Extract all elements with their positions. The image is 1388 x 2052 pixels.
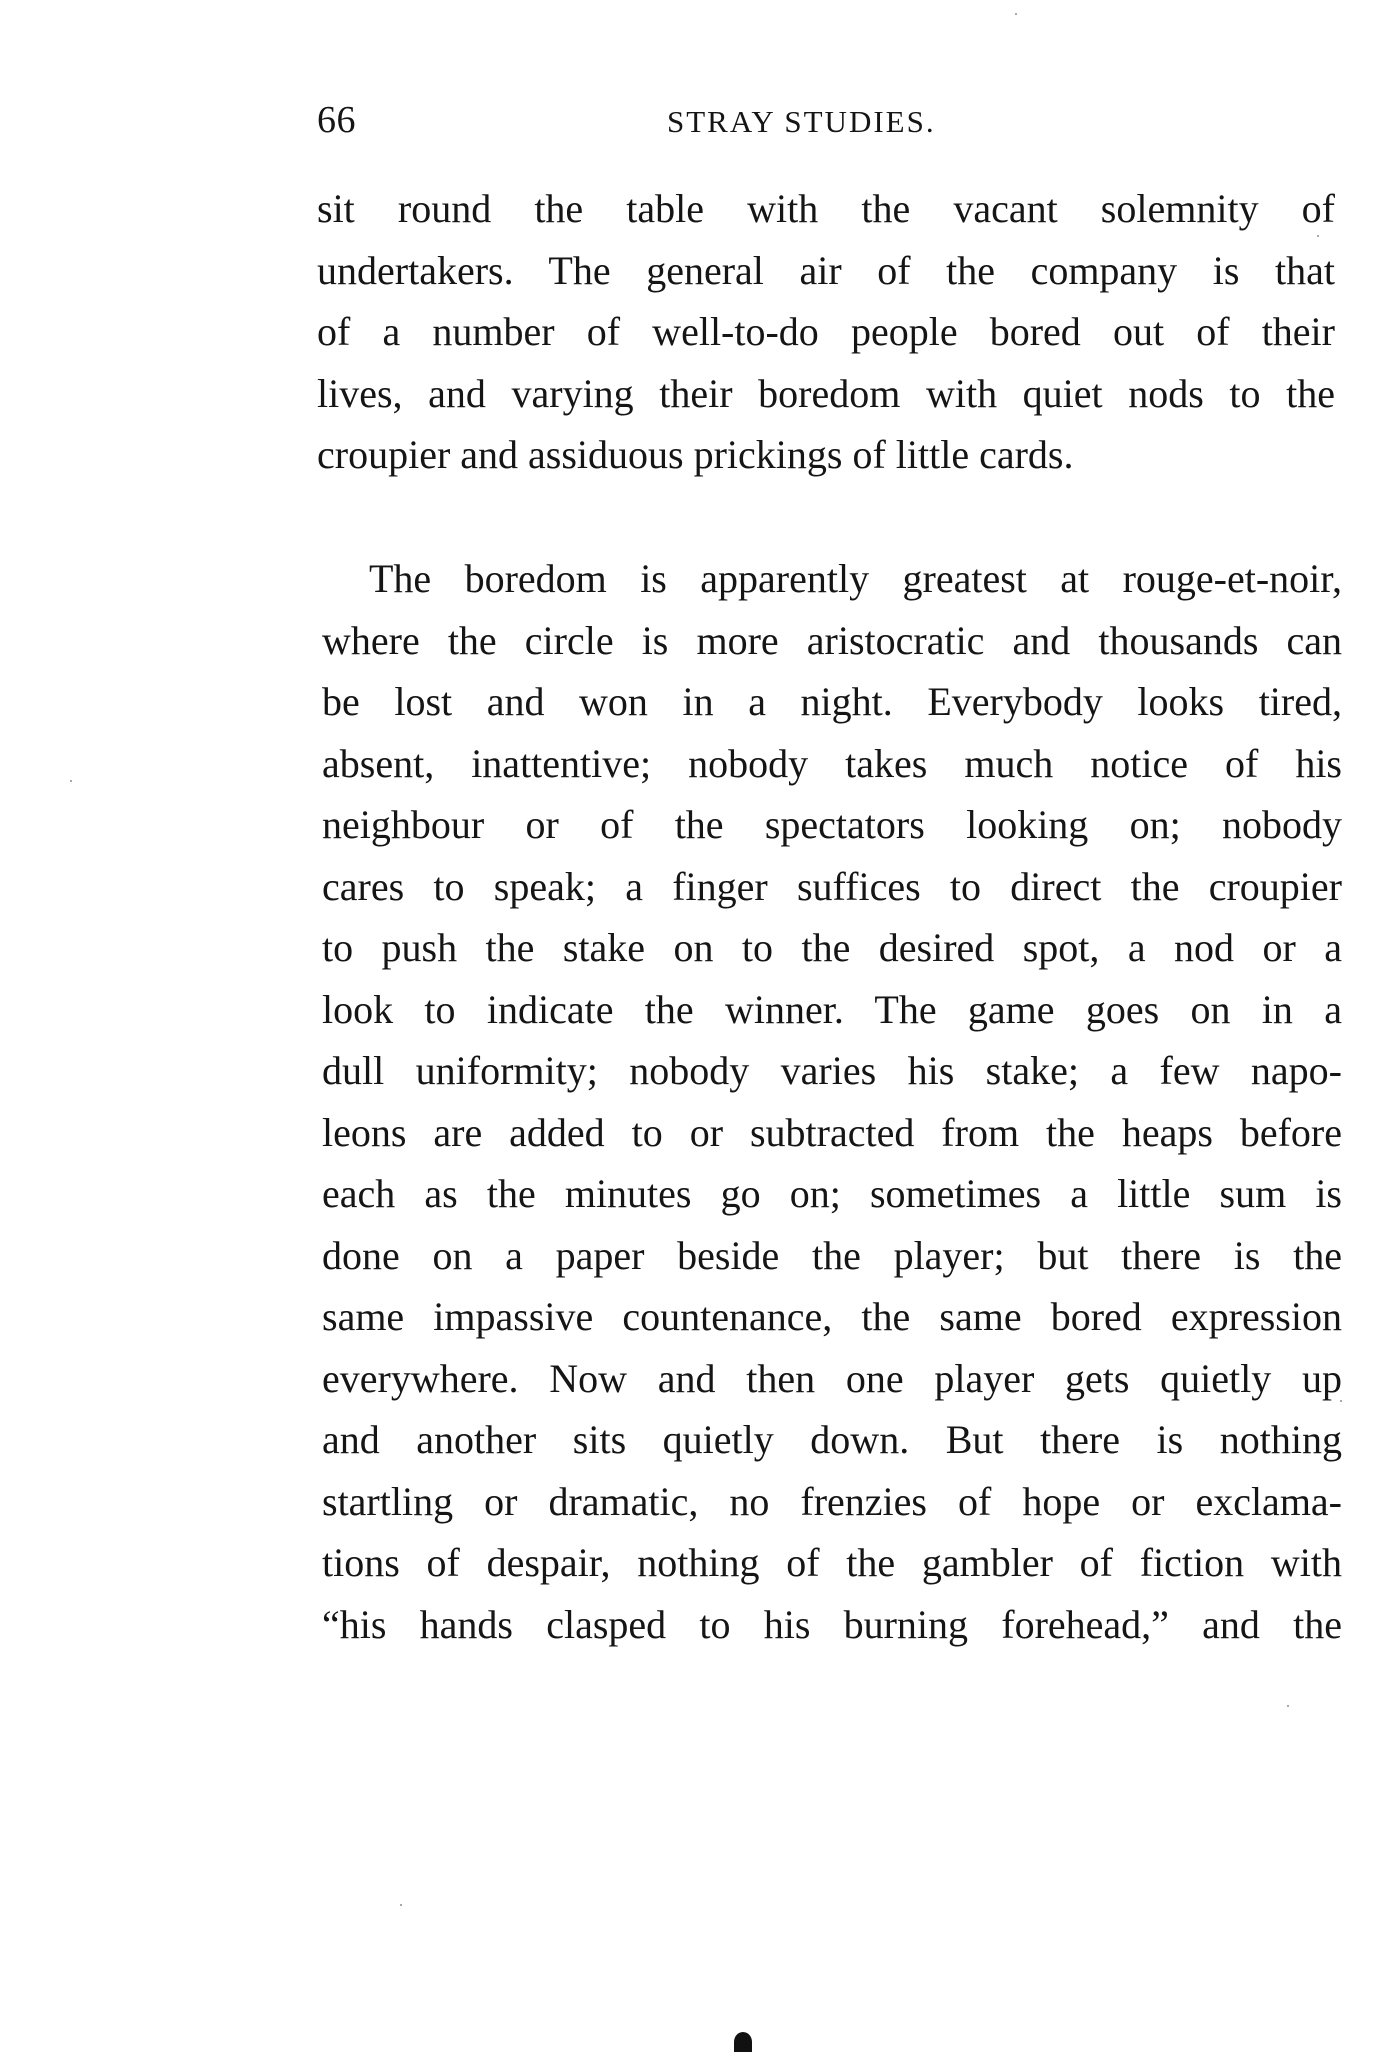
text-line: where the circle is more aristocratic and thousands can — [322, 617, 1342, 663]
text-line: neighbour or of the spectators looking on; nobody — [322, 802, 1342, 847]
text-line: look to indicate the winner. The game goes on in a — [322, 986, 1342, 1032]
paper-speck — [1015, 13, 1017, 15]
text-line: to push the stake on to the desired spot, a nod or a — [322, 925, 1342, 970]
text-line: sit round the table with the vacant solemnity of — [317, 186, 1335, 231]
text-line: cares to speak; a finger suffices to direct the croupier — [322, 863, 1342, 909]
text-line: same impassive countenance, the same bored expression — [322, 1294, 1342, 1339]
text-line: lives, and varying their boredom with quiet nods to the — [317, 370, 1335, 416]
text-line: undertakers. The general air of the company is that — [317, 247, 1335, 293]
text-line: startling or dramatic, no frenzies of hope or exclama- — [322, 1478, 1342, 1524]
text-line: The boredom is apparently greatest at rouge-et-noir, — [369, 556, 1342, 601]
text-line: absent, inattentive; nobody takes much notice of his — [322, 740, 1342, 786]
paper-speck — [1340, 1400, 1342, 1402]
text-line: “his hands clasped to his burning forehead,” and the — [322, 1601, 1342, 1647]
paragraph-rouge-et-noir — [322, 548, 1342, 1655]
paragraph-continued — [317, 178, 1335, 486]
paragraph-1 — [317, 178, 1335, 486]
paper-speck — [1317, 235, 1319, 237]
text-line: of a number of well-to-do people bored out of their — [317, 309, 1335, 354]
text-line: each as the minutes go on; sometimes a little sum is — [322, 1171, 1342, 1216]
paragraph-2 — [322, 548, 1342, 1655]
text-line: leons are added to or subtracted from the heaps before — [322, 1109, 1342, 1155]
page-number: 66 — [317, 99, 356, 141]
text-line: croupier and assiduous prickings of little cards. — [317, 432, 1074, 477]
text-line: everywhere. Now and then one player gets quietly up — [322, 1355, 1342, 1401]
text-line: tions of despair, nothing of the gambler of fiction with — [322, 1540, 1342, 1585]
running-title: STRAY STUDIES. — [667, 104, 936, 139]
text-line: and another sits quietly down. But there is nothing — [322, 1417, 1342, 1462]
text-line: dull uniformity; nobody varies his stake; a few napo- — [322, 1048, 1342, 1093]
page-header — [317, 98, 1337, 158]
printer-mark — [734, 2032, 752, 2052]
text-line: be lost and won in a night. Everybody looks tired, — [322, 679, 1342, 724]
paper-speck — [1287, 1705, 1289, 1707]
paper-speck — [400, 1904, 402, 1906]
paper-speck — [70, 780, 72, 782]
text-line: done on a paper beside the player; but there is the — [322, 1232, 1342, 1278]
